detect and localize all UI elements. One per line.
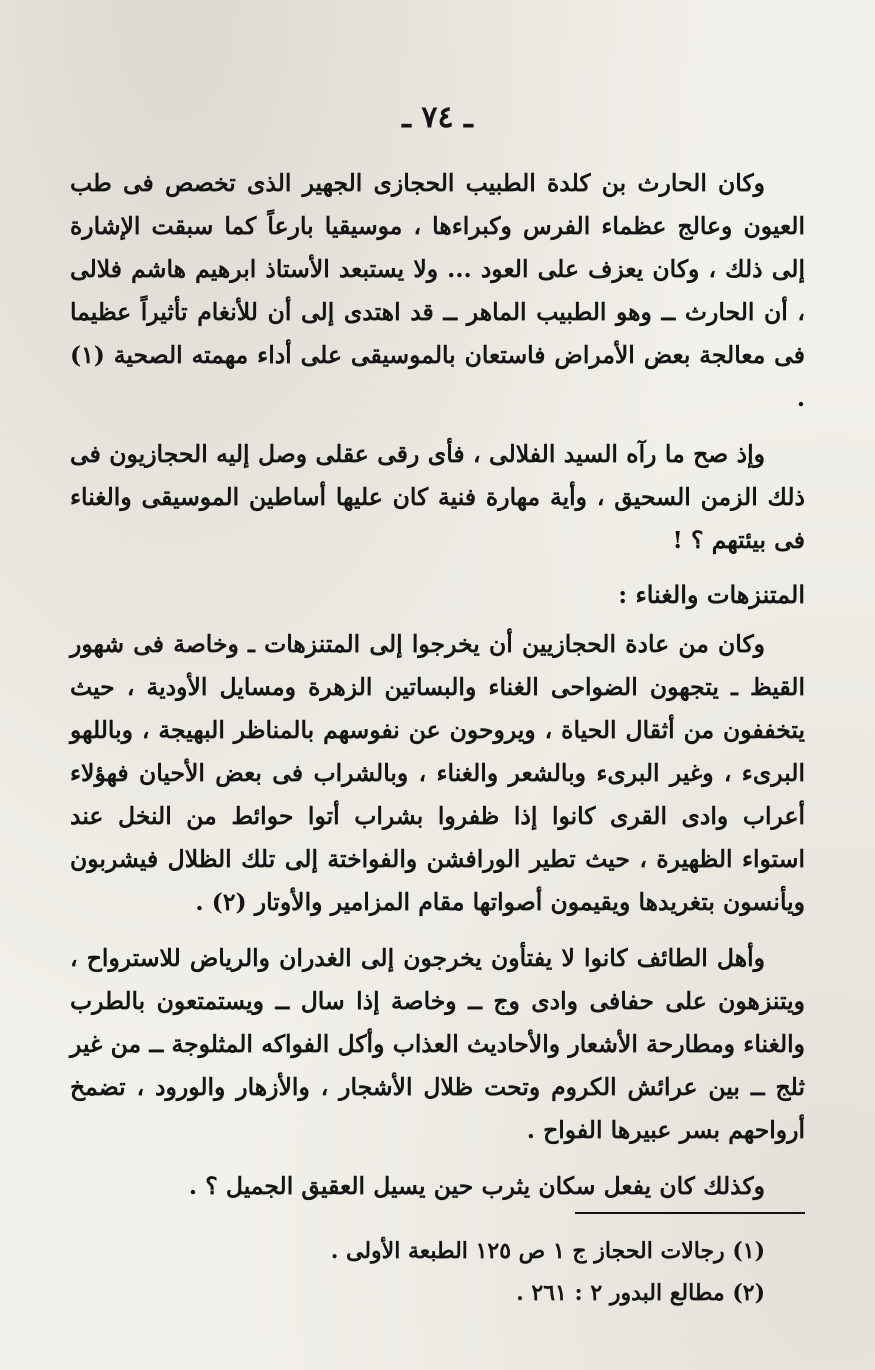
paragraph-falali: وإذ صح ما رآه السيد الفلالى ، فأى رقى عقلى وصل إليه الحجازيون فى ذلك الزمن السحيق ، وأية مهارة فنية كان عليها أساطين الموسيقى والغناء فى بيئتهم ؟ ! xyxy=(70,440,805,554)
footnotes xyxy=(70,1230,765,1314)
page-body xyxy=(70,162,805,1221)
paragraph-taif: وأهل الطائف كانوا لا يفتأون يخرجون إلى الغدران والرياض للاسترواح ، ويتنزهون على حفافى وادى وج ــ وخاصة إذا سال ــ ويستمتعون بالطرب والغناء ومطارحة الأشعار والأحاديث العذاب وأكل الفواكه المثلوجة ــ من غير ثلج ــ بين عرائش الكروم وتحت ظلال الأشجار ، والأزهار والورود ، تضمخ أرواحهم بسر عبيرها الفواح . xyxy=(70,944,805,1144)
footnote-1: (١) رجالات الحجاز ج ١ ص ١٢٥ الطبعة الأولى . xyxy=(330,1238,765,1264)
section-heading: المتنزهات والغناء : xyxy=(618,580,805,609)
paragraph-yathrib: وكذلك كان يفعل سكان يثرب حين يسيل العقيق الجميل ؟ . xyxy=(188,1172,765,1200)
paragraph-harith: وكان الحارث بن كلدة الطبيب الحجازى الجهير الذى تخصص فى طب العيون وعالج عظماء الفرس وكبراءها ، موسيقيا بارعاً كما سبقت الإشارة إلى ذلك ، وكان يعزف على العود ... ولا يستبعد الأستاذ ابرهيم هاشم فلالى ، أن الحارث ــ وهو الطبيب الماهر ــ قد اهتدى إلى أن للأنغام تأثيراً عظيما فى معالجة بعض الأمراض فاستعان بالموسيقى على أداء مهمته الصحية (١) . xyxy=(70,169,805,412)
footnote-2: (٢) مطالع البدور ٢ : ٢٦١ . xyxy=(516,1280,765,1306)
page-number: ـ ٧٤ ـ xyxy=(402,100,473,135)
footnote-divider xyxy=(575,1212,805,1214)
paragraph-outings: وكان من عادة الحجازيين أن يخرجوا إلى المتنزهات ـ وخاصة فى شهور القيظ ـ يتجهون الضواحى الغناء والبساتين الزهرة ومسايل الأودية ، حيث يتخففون من أثقال الحياة ، ويروحون عن نفوسهم بالمناظر البهيجة ، وباللهو البرىء ، وغير البرىء وبالشعر والغناء ، وبالشراب فى بعض الأحيان فهؤلاء أعراب وادى القرى كانوا إذا ظفروا بشراب أتوا حوائط من النخل عند استواء الظهيرة ، حيث تطير الورافشن والفواختة إلى تلك الظلال فيشربون ويأنسون بتغريدها ويقيمون أصواتها مقام المزامير والأوتار (٢) . xyxy=(70,630,805,916)
